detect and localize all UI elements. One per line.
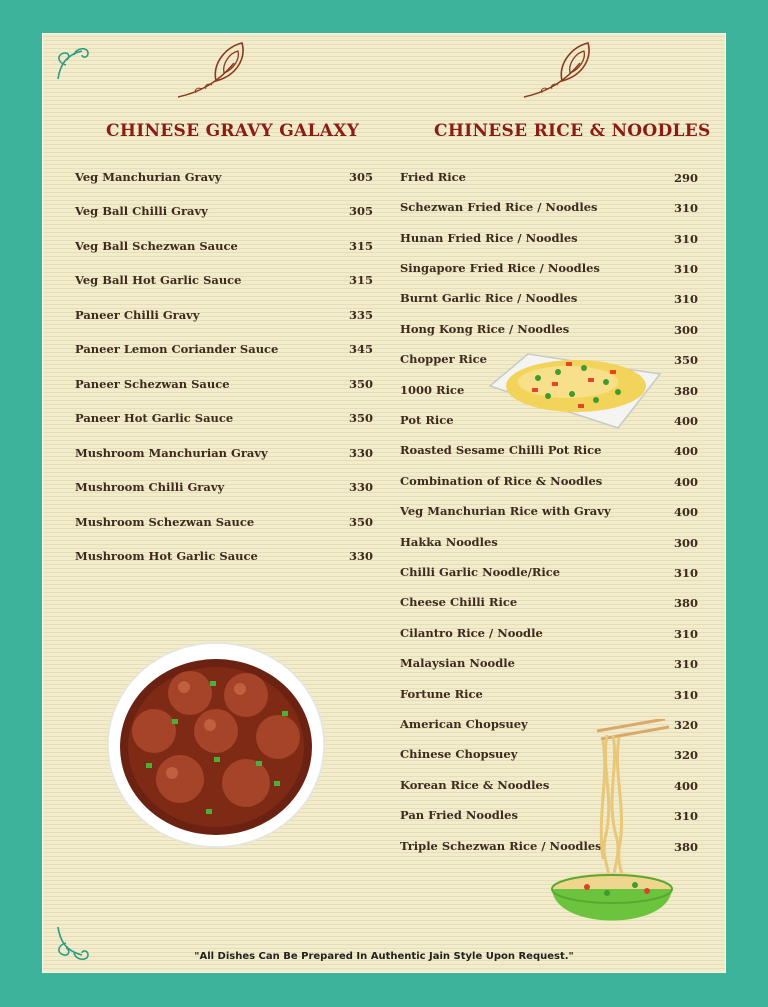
menu-item-name: Roasted Sesame Chilli Pot Rice <box>400 443 602 457</box>
menu-item-name: Mushroom Chilli Gravy <box>75 480 225 494</box>
menu-item-name: Chopper Rice <box>400 352 487 366</box>
menu-item-price: 335 <box>349 308 374 322</box>
menu-item-price: 310 <box>674 627 699 641</box>
menu-item-price: 310 <box>674 201 699 215</box>
menu-item-name: Hunan Fried Rice / Noodles <box>400 231 578 245</box>
menu-page <box>42 33 726 973</box>
menu-item-price: 310 <box>674 809 699 823</box>
menu-item-price: 380 <box>674 840 699 854</box>
menu-item-price: 300 <box>674 323 699 337</box>
menu-item-name: American Chopsuey <box>400 717 528 731</box>
menu-item-name: Mushroom Manchurian Gravy <box>75 446 268 460</box>
menu-item-name: Hong Kong Rice / Noodles <box>400 322 570 336</box>
menu-item-price: 310 <box>674 262 699 276</box>
menu-item-name: Fried Rice <box>400 170 466 184</box>
menu-item-name: Chinese Chopsuey <box>400 747 518 761</box>
menu-item-price: 350 <box>349 411 374 425</box>
menu-item-name: Malaysian Noodle <box>400 656 515 670</box>
swirl-ornament-top-icon <box>52 43 92 83</box>
menu-item-price: 400 <box>674 779 699 793</box>
menu-item-name: Veg Ball Schezwan Sauce <box>75 239 238 253</box>
menu-item-price: 315 <box>349 273 374 287</box>
menu-item-price: 350 <box>349 515 374 529</box>
menu-item-price: 400 <box>674 414 699 428</box>
menu-item-name: Cilantro Rice / Noodle <box>400 626 543 640</box>
menu-item-price: 330 <box>349 549 374 563</box>
menu-item-name: Veg Ball Chilli Gravy <box>75 204 208 218</box>
menu-item-name: Paneer Chilli Gravy <box>75 308 200 322</box>
menu-item-name: Pot Rice <box>400 413 454 427</box>
menu-item-name: Burnt Garlic Rice / Noodles <box>400 291 578 305</box>
menu-item-name: Paneer Hot Garlic Sauce <box>75 411 234 425</box>
menu-item-name: Pan Fried Noodles <box>400 808 518 822</box>
menu-item-price: 310 <box>674 566 699 580</box>
menu-item-price: 380 <box>674 596 699 610</box>
menu-item-price: 320 <box>674 748 699 762</box>
menu-item-name: Triple Schezwan Rice / Noodles <box>400 839 602 853</box>
menu-item-price: 305 <box>349 170 374 184</box>
peacock-feather-right-icon <box>522 41 598 99</box>
menu-item-price: 290 <box>674 171 699 185</box>
menu-item-price: 305 <box>349 204 374 218</box>
footer-note: "All Dishes Can Be Prepared In Authentic Jain Style Upon Request." <box>194 951 574 962</box>
menu-item-price: 350 <box>349 377 374 391</box>
menu-item-price: 350 <box>674 353 699 367</box>
menu-item-name: Paneer Lemon Coriander Sauce <box>75 342 279 356</box>
menu-item-price: 310 <box>674 688 699 702</box>
menu-item-price: 310 <box>674 292 699 306</box>
menu-item-name: Fortune Rice <box>400 687 483 701</box>
menu-item-price: 400 <box>674 475 699 489</box>
menu-item-name: Veg Ball Hot Garlic Sauce <box>75 273 242 287</box>
menu-item-name: Combination of Rice & Noodles <box>400 474 603 488</box>
menu-item-name: Korean Rice & Noodles <box>400 778 550 792</box>
menu-item-name: Singapore Fried Rice / Noodles <box>400 261 600 275</box>
menu-item-price: 310 <box>674 657 699 671</box>
section-title-rice-noodles: CHINESE RICE & NOODLES <box>434 121 711 141</box>
menu-item-price: 315 <box>349 239 374 253</box>
section-title-gravy: CHINESE GRAVY GALAXY <box>106 121 360 141</box>
menu-item-price: 380 <box>674 384 699 398</box>
menu-item-name: Mushroom Schezwan Sauce <box>75 515 255 529</box>
menu-item-price: 400 <box>674 444 699 458</box>
menu-item-price: 330 <box>349 446 374 460</box>
menu-item-name: Schezwan Fried Rice / Noodles <box>400 200 598 214</box>
menu-item-price: 310 <box>674 232 699 246</box>
menu-item-name: Veg Manchurian Rice with Gravy <box>400 504 611 518</box>
menu-item-name: Chilli Garlic Noodle/Rice <box>400 565 561 579</box>
menu-item-price: 330 <box>349 480 374 494</box>
menu-item-name: Paneer Schezwan Sauce <box>75 377 230 391</box>
manchurian-bowl-image <box>106 641 326 851</box>
peacock-feather-left-icon <box>176 41 252 99</box>
menu-item-price: 400 <box>674 505 699 519</box>
noodle-bowl-image <box>547 719 677 943</box>
menu-item-name: Veg Manchurian Gravy <box>75 170 222 184</box>
menu-item-price: 345 <box>349 342 374 356</box>
fried-rice-plate-image <box>488 338 662 430</box>
menu-item-name: 1000 Rice <box>400 383 465 397</box>
menu-item-price: 300 <box>674 536 699 550</box>
menu-item-price: 320 <box>674 718 699 732</box>
menu-item-name: Hakka Noodles <box>400 535 498 549</box>
menu-item-name: Mushroom Hot Garlic Sauce <box>75 549 258 563</box>
menu-item-name: Cheese Chilli Rice <box>400 595 518 609</box>
